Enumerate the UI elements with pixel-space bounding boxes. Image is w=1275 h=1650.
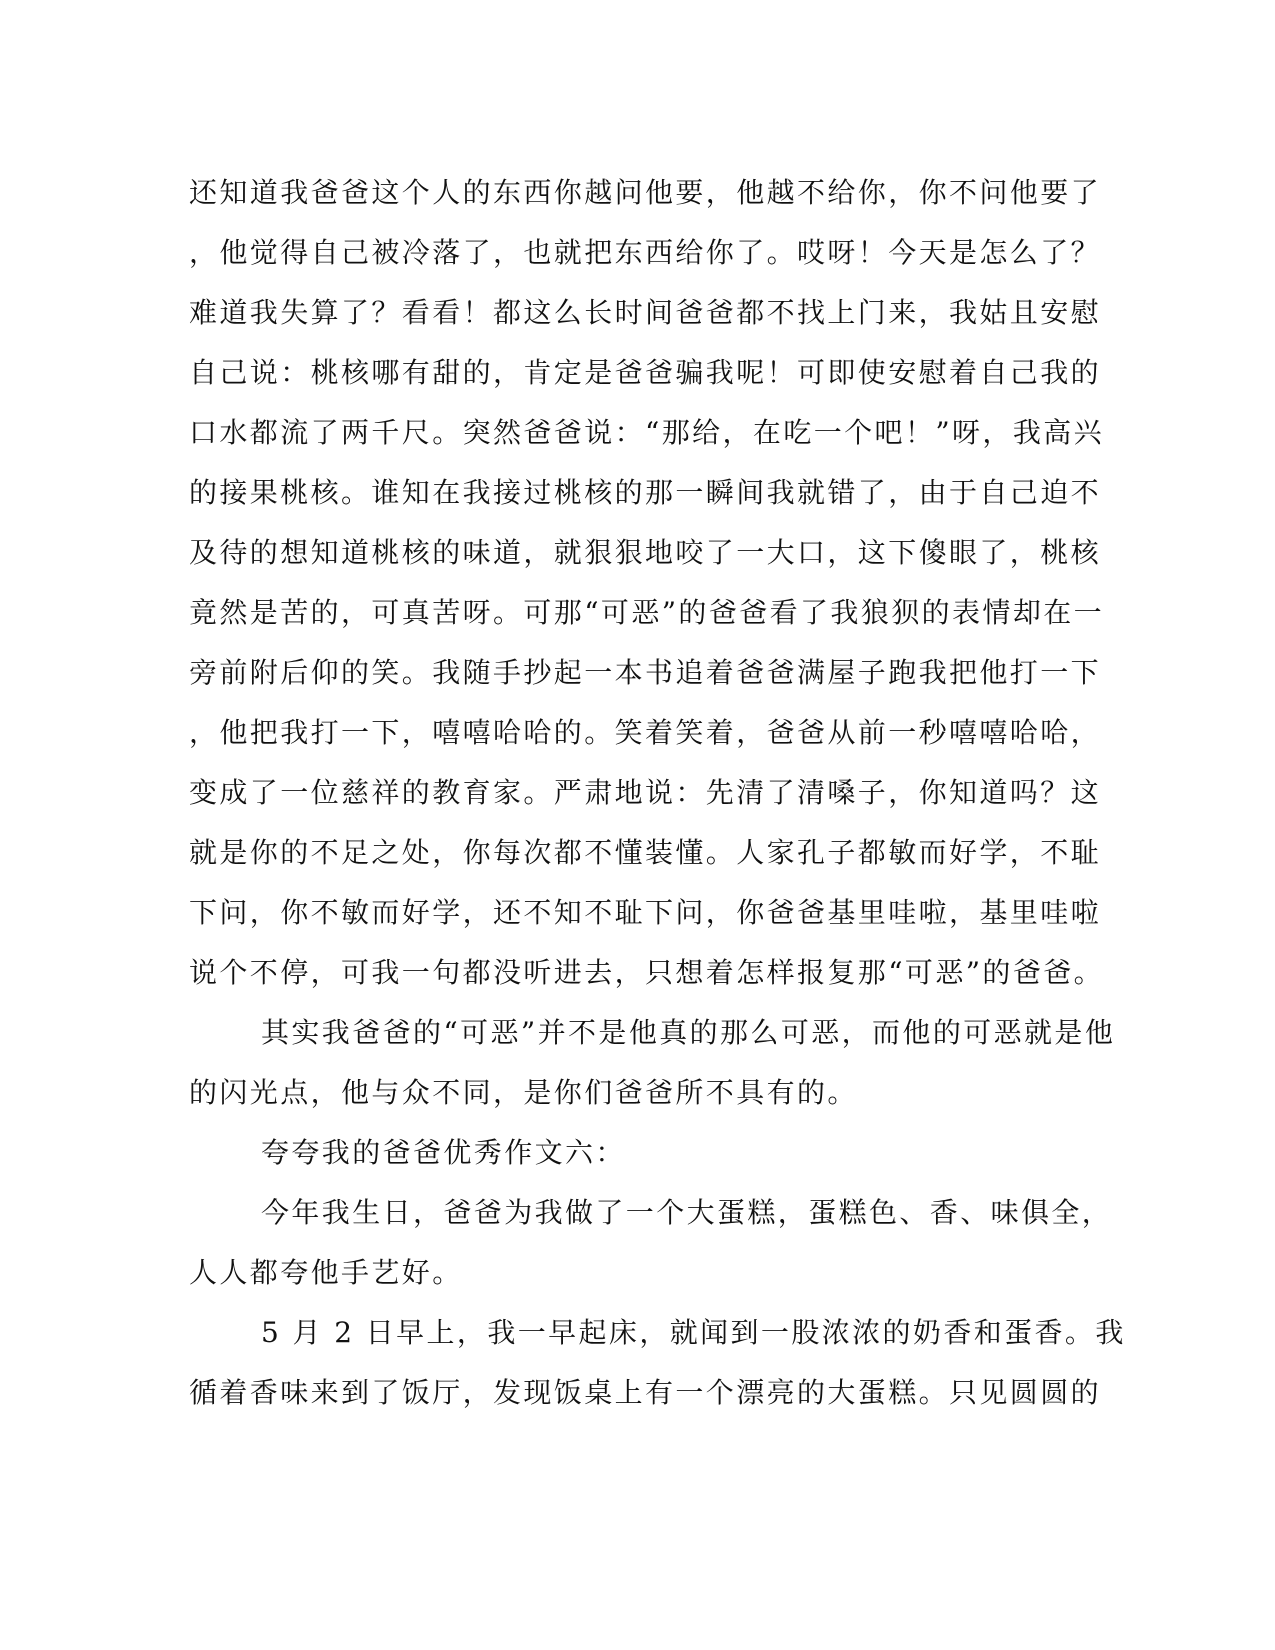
- section-heading: 夸夸我的爸爸优秀作文六：: [261, 1136, 626, 1169]
- text-line: 口水都流了两千尺。突然爸爸说：“那给，在吃一个吧！”呀，我高兴: [189, 416, 1105, 449]
- paragraph-start-line: 5 月 2 日早上，我一早起床，就闻到一股浓浓的奶香和蛋香。我: [261, 1316, 1126, 1349]
- text-line: 难道我失算了？看看！都这么长时间爸爸都不找上门来，我姑且安慰: [189, 296, 1102, 329]
- paragraph-start-line: 其实我爸爸的“可恶”并不是他真的那么可恶，而他的可恶就是他: [261, 1016, 1116, 1049]
- text-line: 的闪光点，他与众不同，是你们爸爸所不具有的。: [189, 1076, 858, 1109]
- text-line: 循着香味来到了饭厅，发现饭桌上有一个漂亮的大蛋糕。只见圆圆的: [189, 1376, 1102, 1409]
- text-line: 竟然是苦的，可真苦呀。可那“可恶”的爸爸看了我狼狈的表情却在一: [189, 596, 1105, 629]
- text-line: 的接果桃核。谁知在我接过桃核的那一瞬间我就错了，由于自己迫不: [189, 476, 1102, 509]
- text-line: 变成了一位慈祥的教育家。严肃地说：先清了清嗓子，你知道吗？这: [189, 776, 1102, 809]
- text-line: 旁前附后仰的笑。我随手抄起一本书追着爸爸满屋子跑我把他打一下: [189, 656, 1102, 689]
- text-line: 说个不停，可我一句都没听进去，只想着怎样报复那“可恶”的爸爸。: [189, 956, 1105, 989]
- text-line: 人人都夸他手艺好。: [189, 1256, 463, 1289]
- text-line: 自己说：桃核哪有甜的，肯定是爸爸骗我呢！可即使安慰着自己我的: [189, 356, 1102, 389]
- essay-body: [189, 163, 1126, 1423]
- text-line: ，他把我打一下，嘻嘻哈哈的。笑着笑着，爸爸从前一秒嘻嘻哈哈，: [189, 716, 1102, 749]
- text-line: ，他觉得自己被冷落了，也就把东西给你了。哎呀！今天是怎么了？: [189, 236, 1102, 269]
- text-line: 还知道我爸爸这个人的东西你越问他要，他越不给你，你不问他要了: [189, 176, 1102, 209]
- paragraph-start-line: 今年我生日，爸爸为我做了一个大蛋糕，蛋糕色、香、味俱全，: [261, 1196, 1113, 1229]
- text-line: 就是你的不足之处，你每次都不懂装懂。人家孔子都敏而好学，不耻: [189, 836, 1102, 869]
- text-line: 及待的想知道桃核的味道，就狠狠地咬了一大口，这下傻眼了，桃核: [189, 536, 1102, 569]
- text-line: 下问，你不敏而好学，还不知不耻下问，你爸爸基里哇啦，基里哇啦: [189, 896, 1102, 929]
